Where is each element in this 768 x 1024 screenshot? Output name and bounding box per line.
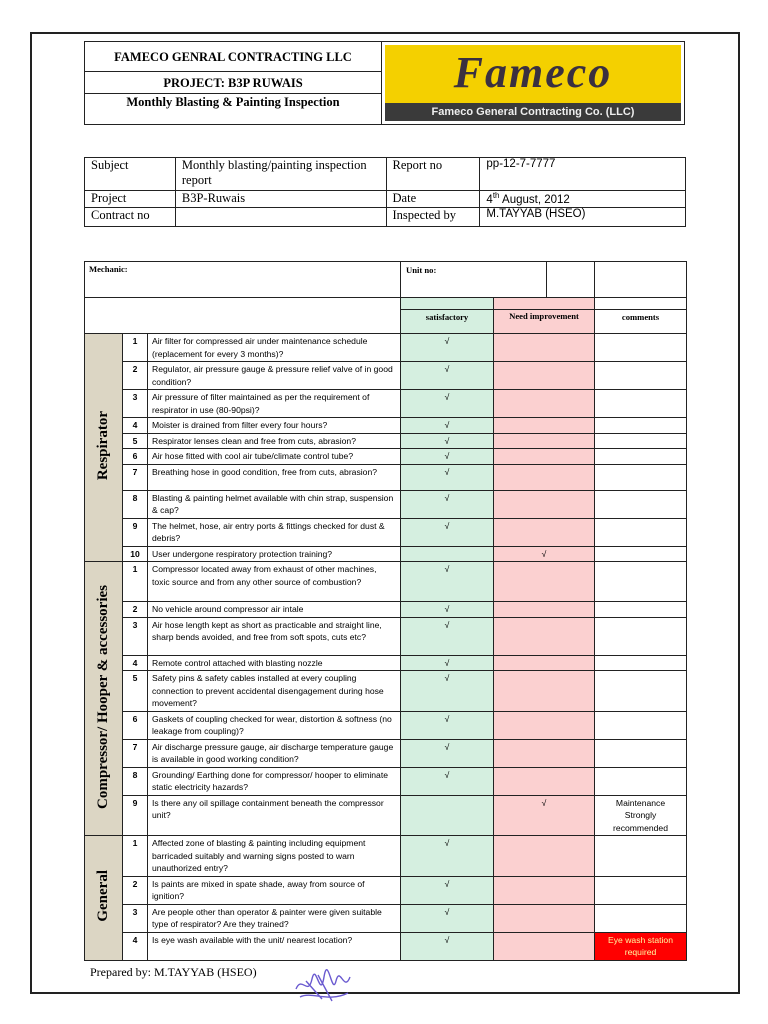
checklist-row xyxy=(85,449,687,465)
company-name: FAMECO GENRAL CONTRACTING LLC xyxy=(85,42,381,72)
satisfactory-cell[interactable]: √ xyxy=(401,418,494,434)
checklist-row xyxy=(85,617,687,655)
satisfactory-cell[interactable] xyxy=(401,546,494,562)
col-need-improvement: Need improvement xyxy=(494,309,594,333)
item-question: Is paints are mixed in spate shade, away from source of ignition? xyxy=(148,876,401,904)
item-question: Regulator, air pressure gauge & pressure relief valve of in good condition? xyxy=(148,362,401,390)
item-number: 9 xyxy=(123,795,148,836)
prepared-by: Prepared by: M.TAYYAB (HSEO) xyxy=(90,964,257,979)
item-number: 4 xyxy=(123,655,148,671)
satisfactory-cell[interactable]: √ xyxy=(401,464,494,490)
checklist-row xyxy=(85,546,687,562)
item-question: Affected zone of blasting & painting including equipment barricaded suitably and warning signs posted to warn unauthorized entry? xyxy=(148,836,401,877)
satisfactory-cell[interactable]: √ xyxy=(401,671,494,712)
need-improvement-cell[interactable] xyxy=(494,602,595,618)
item-number: 3 xyxy=(123,390,148,418)
subject-label: Subject xyxy=(85,158,176,191)
need-improvement-cell[interactable] xyxy=(494,390,595,418)
item-number: 6 xyxy=(123,449,148,465)
need-improvement-cell[interactable] xyxy=(494,711,595,739)
need-improvement-cell[interactable]: √ xyxy=(494,795,595,836)
item-question: Gaskets of coupling checked for wear, distortion & softness (no leakage from coupling)? xyxy=(148,711,401,739)
item-question: Is there any oil spillage containment beneath the compressor unit? xyxy=(148,795,401,836)
need-improvement-cell[interactable] xyxy=(494,617,595,655)
date-value: 4th August, 2012 xyxy=(480,191,686,208)
item-question: Respirator lenses clean and free from cuts, abrasion? xyxy=(148,433,401,449)
comment-cell[interactable] xyxy=(595,362,687,390)
need-improvement-cell[interactable] xyxy=(494,464,595,490)
section-label: Compressor/ Hooper & accessories xyxy=(85,562,123,836)
item-number: 10 xyxy=(123,546,148,562)
need-improvement-cell[interactable] xyxy=(494,433,595,449)
satisfactory-cell[interactable]: √ xyxy=(401,711,494,739)
need-improvement-cell[interactable] xyxy=(494,449,595,465)
satisfactory-cell[interactable]: √ xyxy=(401,433,494,449)
comment-cell[interactable] xyxy=(595,433,687,449)
comment-cell[interactable] xyxy=(595,562,687,602)
item-number: 8 xyxy=(123,767,148,795)
inspected-by: M.TAYYAB (HSEO) xyxy=(480,208,686,227)
need-improvement-cell[interactable] xyxy=(494,418,595,434)
comment-cell[interactable] xyxy=(595,767,687,795)
satisfactory-cell[interactable]: √ xyxy=(401,655,494,671)
item-question: Breathing hose in good condition, free from cuts, abrasion? xyxy=(148,464,401,490)
logo-subtitle: Fameco General Contracting Co. (LLC) xyxy=(385,103,681,121)
item-question: Air discharge pressure gauge, air discharge temperature gauge is available in good working condition? xyxy=(148,739,401,767)
comment-cell[interactable] xyxy=(595,449,687,465)
item-question: No vehicle around compressor air intale xyxy=(148,602,401,618)
satisfactory-cell[interactable]: √ xyxy=(401,932,494,960)
checklist-row xyxy=(85,836,687,877)
item-question: Air filter for compressed air under maintenance schedule (replacement for every 3 months)? xyxy=(148,334,401,362)
section-label: Respirator xyxy=(85,334,123,562)
item-number: 5 xyxy=(123,433,148,449)
need-improvement-cell[interactable] xyxy=(494,490,595,518)
unit-value xyxy=(595,262,687,298)
item-question: Air pressure of filter maintained as per the requirement of respirator in use (80-90psi)? xyxy=(148,390,401,418)
need-improvement-cell[interactable] xyxy=(494,671,595,712)
satisfactory-cell[interactable]: √ xyxy=(401,334,494,362)
checklist-row xyxy=(85,464,687,490)
item-number: 4 xyxy=(123,932,148,960)
comment-cell[interactable] xyxy=(595,836,687,877)
item-number: 1 xyxy=(123,562,148,602)
col-satisfactory: satisfactory xyxy=(401,309,493,333)
item-question: Safety pins & safety cables installed at every coupling connection to prevent accidental disengagement during hose movement? xyxy=(148,671,401,712)
signature xyxy=(292,967,356,1007)
item-number: 6 xyxy=(123,711,148,739)
satisfactory-cell[interactable]: √ xyxy=(401,490,494,518)
mechanic-label: Mechanic: xyxy=(85,262,401,298)
col-comments: comments xyxy=(595,309,686,333)
project-value: B3P-Ruwais xyxy=(175,191,386,208)
item-number: 7 xyxy=(123,464,148,490)
checklist-row xyxy=(85,739,687,767)
checklist-row xyxy=(85,433,687,449)
item-question: Remote control attached with blasting nozzle xyxy=(148,655,401,671)
comment-cell[interactable] xyxy=(595,602,687,618)
checklist-row xyxy=(85,767,687,795)
item-question: Is eye wash available with the unit/ nearest location? xyxy=(148,932,401,960)
document-header xyxy=(84,41,685,125)
satisfactory-cell[interactable]: √ xyxy=(401,449,494,465)
checklist-row xyxy=(85,711,687,739)
checklist-row xyxy=(85,562,687,602)
item-number: 9 xyxy=(123,518,148,546)
checklist-row xyxy=(85,390,687,418)
item-number: 8 xyxy=(123,490,148,518)
need-improvement-cell[interactable] xyxy=(494,362,595,390)
item-number: 1 xyxy=(123,836,148,877)
need-improvement-cell[interactable] xyxy=(494,334,595,362)
item-question: Are people other than operator & painter were given suitable type of respirator? Are they trained? xyxy=(148,904,401,932)
satisfactory-cell[interactable]: √ xyxy=(401,767,494,795)
checklist-row xyxy=(85,418,687,434)
comment-cell[interactable] xyxy=(595,904,687,932)
satisfactory-cell[interactable]: √ xyxy=(401,390,494,418)
report-no: pp-12-7-7777 xyxy=(480,158,686,191)
item-question: Air hose length kept as short as practicable and straight line, sharp bends avoided, and free from soft spots, cuts etc? xyxy=(148,617,401,655)
checklist-row xyxy=(85,490,687,518)
need-improvement-cell[interactable] xyxy=(494,904,595,932)
need-improvement-cell[interactable] xyxy=(494,767,595,795)
need-improvement-cell[interactable] xyxy=(494,932,595,960)
comment-cell[interactable] xyxy=(595,655,687,671)
contract-label: Contract no xyxy=(85,208,176,227)
project-title: PROJECT: B3P RUWAIS xyxy=(85,72,381,94)
comment-cell[interactable] xyxy=(595,739,687,767)
contract-value xyxy=(175,208,386,227)
comment-cell[interactable] xyxy=(595,518,687,546)
item-number: 3 xyxy=(123,904,148,932)
item-number: 2 xyxy=(123,876,148,904)
checklist-row xyxy=(85,671,687,712)
checklist-row xyxy=(85,795,687,836)
satisfactory-cell[interactable]: √ xyxy=(401,362,494,390)
checklist-section xyxy=(84,261,686,1005)
satisfactory-cell[interactable]: √ xyxy=(401,876,494,904)
checklist-row xyxy=(85,876,687,904)
section-label: General xyxy=(85,836,123,961)
item-number: 4 xyxy=(123,418,148,434)
need-improvement-cell[interactable] xyxy=(494,739,595,767)
comment-cell[interactable] xyxy=(595,711,687,739)
item-number: 2 xyxy=(123,602,148,618)
satisfactory-cell[interactable]: √ xyxy=(401,562,494,602)
comment-cell[interactable] xyxy=(595,390,687,418)
item-number: 1 xyxy=(123,334,148,362)
checklist-row xyxy=(85,932,687,960)
date-label: Date xyxy=(386,191,480,208)
item-number: 2 xyxy=(123,362,148,390)
item-question: Compressor located away from exhaust of other machines, toxic source and from any other source of combustion? xyxy=(148,562,401,602)
footer xyxy=(84,961,686,1005)
need-improvement-cell[interactable] xyxy=(494,836,595,877)
need-improvement-cell[interactable]: √ xyxy=(494,546,595,562)
item-number: 3 xyxy=(123,617,148,655)
comment-cell[interactable] xyxy=(595,546,687,562)
company-logo xyxy=(385,45,681,121)
comment-cell[interactable] xyxy=(595,617,687,655)
checklist-row xyxy=(85,602,687,618)
document-title: Monthly Blasting & Painting Inspection xyxy=(126,95,340,109)
logo-text: Fameco xyxy=(453,48,613,97)
checklist-row xyxy=(85,655,687,671)
need-improvement-cell[interactable] xyxy=(494,876,595,904)
satisfactory-cell[interactable]: √ xyxy=(401,602,494,618)
checklist-table xyxy=(84,261,687,961)
item-number: 5 xyxy=(123,671,148,712)
comment-cell[interactable] xyxy=(595,418,687,434)
comment-cell[interactable]: Maintenance Strongly recommended xyxy=(595,795,687,836)
satisfactory-cell[interactable]: √ xyxy=(401,739,494,767)
need-improvement-cell[interactable] xyxy=(494,655,595,671)
item-number: 7 xyxy=(123,739,148,767)
project-label: Project xyxy=(85,191,176,208)
comment-cell[interactable]: Eye wash station required xyxy=(595,932,687,960)
comment-cell[interactable] xyxy=(595,671,687,712)
subject-value: Monthly blasting/painting inspection report xyxy=(175,158,386,191)
comment-cell[interactable] xyxy=(595,464,687,490)
info-table xyxy=(84,157,686,227)
inspected-label: Inspected by xyxy=(386,208,480,227)
checklist-row xyxy=(85,334,687,362)
item-question: The helmet, hose, air entry ports & fittings checked for dust & debris? xyxy=(148,518,401,546)
satisfactory-cell[interactable]: √ xyxy=(401,836,494,877)
report-label: Report no xyxy=(386,158,480,191)
item-question: Air hose fitted with cool air tube/climate control tube? xyxy=(148,449,401,465)
satisfactory-cell[interactable]: √ xyxy=(401,518,494,546)
item-question: Grounding/ Earthing done for compressor/ hooper to eliminate static electricity hazards? xyxy=(148,767,401,795)
item-question: Moister is drained from filter every four hours? xyxy=(148,418,401,434)
need-improvement-cell[interactable] xyxy=(494,562,595,602)
satisfactory-cell[interactable]: √ xyxy=(401,617,494,655)
checklist-row xyxy=(85,362,687,390)
comment-cell[interactable] xyxy=(595,876,687,904)
checklist-row xyxy=(85,518,687,546)
comment-cell[interactable] xyxy=(595,490,687,518)
satisfactory-cell[interactable] xyxy=(401,795,494,836)
need-improvement-cell[interactable] xyxy=(494,518,595,546)
checklist-row xyxy=(85,904,687,932)
item-question: Blasting & painting helmet available with chin strap, suspension & cap? xyxy=(148,490,401,518)
unit-label: Unit no: xyxy=(401,262,595,298)
satisfactory-cell[interactable]: √ xyxy=(401,904,494,932)
comment-cell[interactable] xyxy=(595,334,687,362)
item-question: User undergone respiratory protection training? xyxy=(148,546,401,562)
